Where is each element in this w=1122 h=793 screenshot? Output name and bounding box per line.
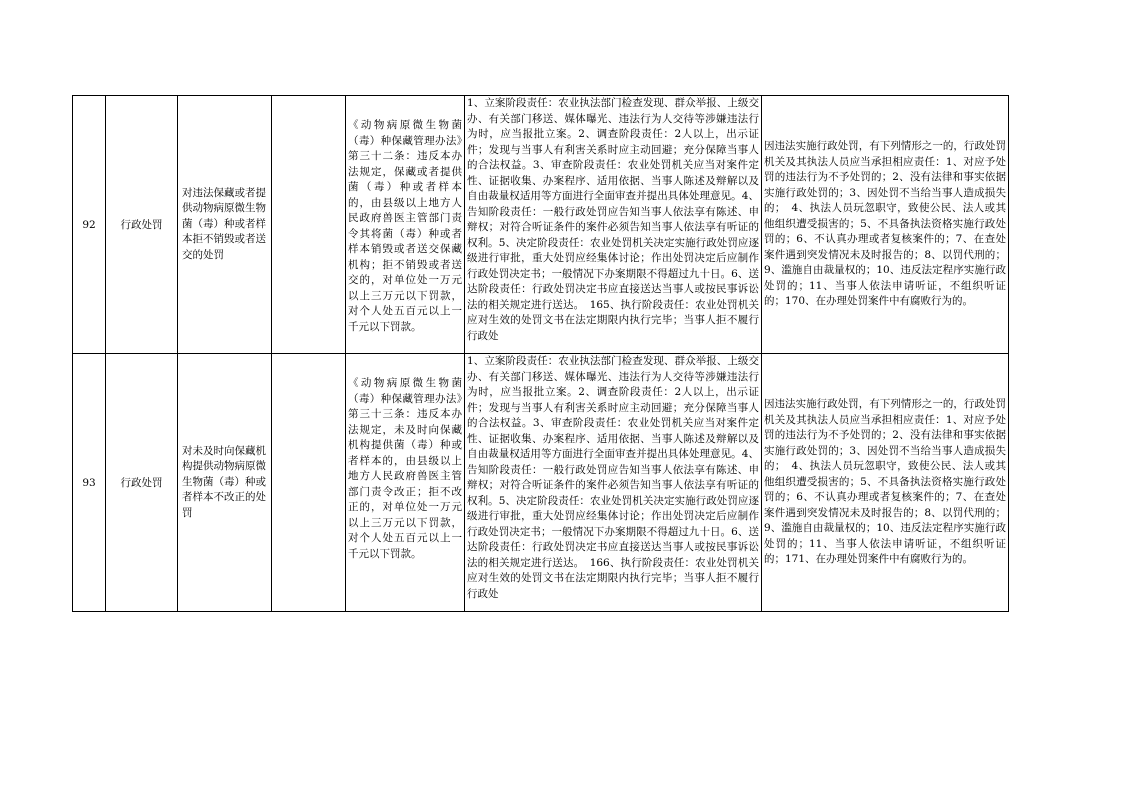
item-name: 对违法保藏或者提供动物病原微生物菌（毒）种或者样本拒不销毁或者送交的处罚 [178,96,272,354]
table-row [73,354,1009,612]
sub-item [272,354,346,612]
accountability-items: 因违法实施行政处罚，有下列情形之一的，行政处罚机关及其执法人员应当承担相应责任：1、对应予处罚的违法行为不予处罚的；2、没有法律和事实依据实施行政处罚的；3、因处罚不当给当事人造成损失的； 4、执法人员玩忽职守，致使公民、法人或其他组织遭受损害的；5、不具备执法资格实施行政处罚的；6、不认真办理或者复核案件的；7、在查处案件遇到突发情况未及时报告的；8、以罚代刑的；9、滥施自由裁量权的；10、违反法定程序实施行政处罚的；11、当事人依法申请听证，不组织听证的；170、在办理处罚案件中有腐败行为的。 [762,96,1009,354]
legal-basis: 《动物病原微生物菌（毒）种保藏管理办法》第三十三条：违反本办法规定，未及时向保藏机构提供菌（毒）种或者样本的，由县级以上地方人民政府兽医主管部门责令改正；拒不改正的，对单位处一万元以上三万元以下罚款，对个人处五百元以上一千元以下罚款。 [346,354,465,612]
item-name: 对未及时向保藏机构提供动物病原微生物菌（毒）种或者样本不改正的处罚 [178,354,272,612]
responsibility-items: 1、立案阶段责任：农业执法部门检查发现、群众举报、上级交办、有关部门移送、媒体曝光、违法行为人交待等涉嫌违法行为时，应当报批立案。2、调查阶段责任：2人以上，出示证件；发现与当事人有利害关系时应主动回避；充分保障当事人的合法权益。3、审查阶段责任：农业处罚机关应当对案件定性、证据收集、办案程序、适用依据、当事人陈述及辩解以及自由裁量权适用等方面进行全面审查并提出具体处理意见。4、告知阶段责任：一般行政处罚应告知当事人依法享有陈述、申辩权；对符合听证条件的案件必须告知当事人依法享有听证的权利。5、决定阶段责任：农业处罚机关决定实施行政处罚应逐级进行审批，重大处罚应经集体讨论；作出处罚决定后应制作行政处罚决定书；一般情况下办案期限不得超过九十日。6、送达阶段责任：行政处罚决定书应直接送达当事人或按民事诉讼法的相关规定进行送达。 165、执行阶段责任：农业处罚机关应对生效的处罚文书在法定期限内执行完毕；当事人拒不履行行政处 [465,96,762,354]
sub-item [272,96,346,354]
legal-basis: 《动物病原微生物菌（毒）种保藏管理办法》第三十二条：违反本办法规定，保藏或者提供菌（毒）种或者样本的，由县级以上地方人民政府兽医主管部门责令其将菌（毒）种或者样本销毁或者送交保藏机构；拒不销毁或者送交的，对单位处一万元以上三万元以下罚款，对个人处五百元以上一千元以下罚款。 [346,96,465,354]
responsibility-items: 1、立案阶段责任：农业执法部门检查发现、群众举报、上级交办、有关部门移送、媒体曝光、违法行为人交待等涉嫌违法行为时，应当报批立案。2、调查阶段责任：2人以上，出示证件；发现与当事人有利害关系时应主动回避；充分保障当事人的合法权益。3、审查阶段责任：农业处罚机关应当对案件定性、证据收集、办案程序、适用依据、当事人陈述及辩解以及自由裁量权适用等方面进行全面审查并提出具体处理意见。4、告知阶段责任：一般行政处罚应告知当事人依法享有陈述、申辩权；对符合听证条件的案件必须告知当事人依法享有听证的权利。5、决定阶段责任：农业处罚机关决定实施行政处罚应逐级进行审批，重大处罚应经集体讨论；作出处罚决定后应制作行政处罚决定书；一般情况下办案期限不得超过九十日。6、送达阶段责任：行政处罚决定书应直接送达当事人或按民事诉讼法的相关规定进行送达。 166、执行阶段责任：农业处罚机关应对生效的处罚文书在法定期限内执行完毕；当事人拒不履行行政处 [465,354,762,612]
power-type: 行政处罚 [106,354,178,612]
accountability-items: 因违法实施行政处罚，有下列情形之一的，行政处罚机关及其执法人员应当承担相应责任：1、对应予处罚的违法行为不予处罚的；2、没有法律和事实依据实施行政处罚的；3、因处罚不当给当事人造成损失的； 4、执法人员玩忽职守，致使公民、法人或其他组织遭受损害的；5、不具备执法资格实施行政处罚的；6、不认真办理或者复核案件的；7、在查处案件遇到突发情况未及时报告的；8、以罚代刑的；9、滥施自由裁量权的；10、违反法定程序实施行政处罚的；11、当事人依法申请听证，不组织听证的；171、在办理处罚案件中有腐败行为的。 [762,354,1009,612]
row-number: 92 [73,96,106,354]
power-type: 行政处罚 [106,96,178,354]
row-number: 93 [73,354,106,612]
table-row [73,96,1009,354]
power-list-table [72,95,1009,612]
